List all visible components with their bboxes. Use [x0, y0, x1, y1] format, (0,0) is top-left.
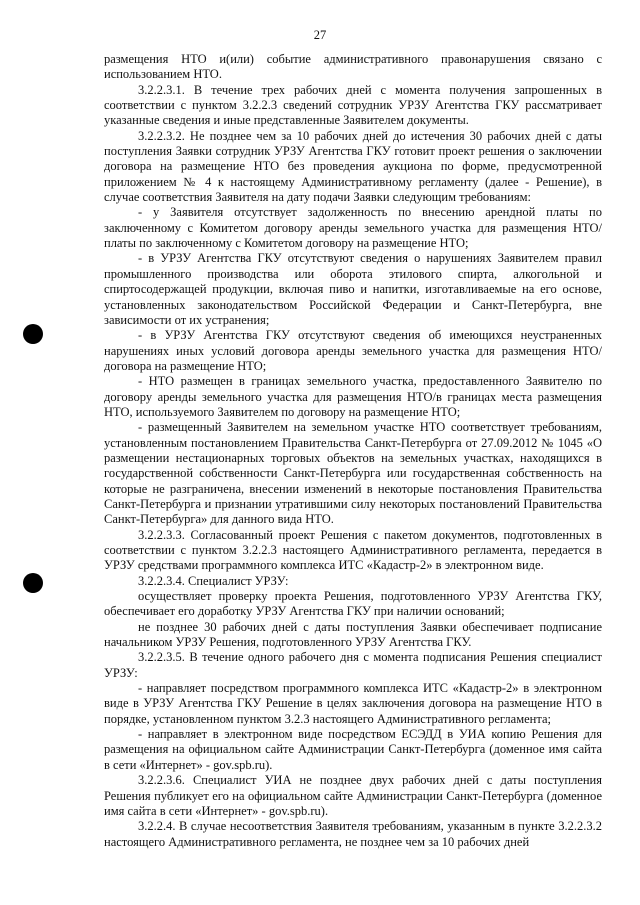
document-paragraph: - в УРЗУ Агентства ГКУ отсутствуют сведения об имеющихся неустраненных нарушениях иных условий договора аренды земельного участка для размещения НТО/договора на размещение НТО;	[104, 328, 602, 373]
document-paragraph: - направляет посредством программного комплекса ИТС «Кадастр-2» в электронном виде в УРЗУ Агентства ГКУ Решение в целях заключения договора на размещение НТО в порядке, установленном пунктом 3.2.3 настоящего Административного регламента;	[104, 681, 602, 726]
document-paragraph: размещения НТО и(или) событие административного правонарушения связано с использованием НТО.	[104, 52, 602, 82]
document-paragraph: 3.2.2.3.4. Специалист УРЗУ:	[138, 573, 289, 588]
document-paragraph: 3.2.2.4. В случае несоответствия Заявителя требованиям, указанным в пункте 3.2.2.3.2 настоящего Административного регламента, не позднее чем за 10 рабочих дней	[104, 819, 602, 849]
page-number: 27	[313, 28, 327, 42]
document-paragraph: не позднее 30 рабочих дней с даты поступления Заявки обеспечивает подписание начальником УРЗУ Решения, подготовленного УРЗУ Агентства ГКУ.	[104, 619, 602, 650]
document-paragraph: - размещенный Заявителем на земельном участке НТО соответствует требованиям, установленным постановлением Правительства Санкт-Петербурга от 27.09.2012 № 1045 «О размещении нестационарных торговых объектов на земельных участках, находящихся в государственной собственности Санкт-Петербурга или государственная собственность на которые не разграничена, внесении изменений в некоторые постановления Правительства Санкт-Петербурга и признании утратившими силу некоторых постановлений Правительства Санкт-Петербурга» для данного вида НТО.	[104, 420, 602, 527]
document-paragraph: 3.2.2.3.2. Не позднее чем за 10 рабочих дней до истечения 30 рабочих дней с даты поступления Заявки сотрудник УРЗУ Агентства ГКУ готовит проект решения о заключении договора на размещение НТО без проведения аукциона по форме, предусмотренной приложением № 4 к настоящему Административному регламенту (далее - Решение), в случае соответствия Заявителя на дату подачи Заявки следующим требованиям:	[104, 128, 602, 205]
document-paragraph: 3.2.2.3.6. Специалист УИА не позднее двух рабочих дней с даты поступления Решения публикует его на официальном сайте Администрации Санкт-Петербурга (доменное имя сайта в сети «Интернет» - gov.spb.ru).	[104, 773, 602, 818]
punch-hole-mark	[23, 324, 43, 344]
document-paragraph: 3.2.2.3.3. Согласованный проект Решения с пакетом документов, подготовленных в соответствии с пунктом 3.2.2.3 настоящего Административного регламента, передается в УРЗУ средствами программного комплекса ИТС «Кадастр-2» в электронном виде.	[104, 527, 602, 573]
document-body	[104, 52, 602, 850]
document-paragraph: 3.2.2.3.1. В течение трех рабочих дней с момента получения запрошенных в соответствии с пунктом 3.2.2.3 сведений сотрудник УРЗУ Агентства ГКУ рассматривает указанные сведения и иные представленные Заявителем документы.	[104, 82, 602, 128]
document-paragraph: - направляет в электронном виде посредством ЕСЭДД в УИА копию Решения для размещения на официальном сайте Администрации Санкт-Петербурга (доменное имя сайта в сети «Интернет» - gov.spb.ru).	[104, 727, 602, 772]
punch-hole-mark	[23, 573, 43, 593]
document-paragraph: - у Заявителя отсутствует задолженность по внесению арендной платы по заключенному с Комитетом договору аренды земельного участка для размещения НТО/платы по заключенному с Комитетом договору на размещение НТО;	[104, 205, 602, 251]
document-paragraph: - в УРЗУ Агентства ГКУ отсутствуют сведения о нарушениях Заявителем правил промышленного производства или оборота этилового спирта, алкогольной и спиртосодержащей продукции, включая пиво и напитки, изготавливаемые на его основе, установленных законодательством Российской Федерации и Санкт-Петербурга, вне зависимости от их устранения;	[104, 251, 602, 327]
document-paragraph: осуществляет проверку проекта Решения, подготовленного УРЗУ Агентства ГКУ, обеспечивает его доработку УРЗУ Агентства ГКУ при наличии оснований;	[104, 589, 602, 619]
document-paragraph: 3.2.2.3.5. В течение одного рабочего дня с момента подписания Решения специалист УРЗУ:	[104, 650, 602, 680]
document-paragraph: - НТО размещен в границах земельного участка, предоставленного Заявителю по договору аренды земельного участка для размещения НТО/в границах места размещения НТО, используемого Заявителем по договору на размещение НТО;	[104, 374, 602, 419]
